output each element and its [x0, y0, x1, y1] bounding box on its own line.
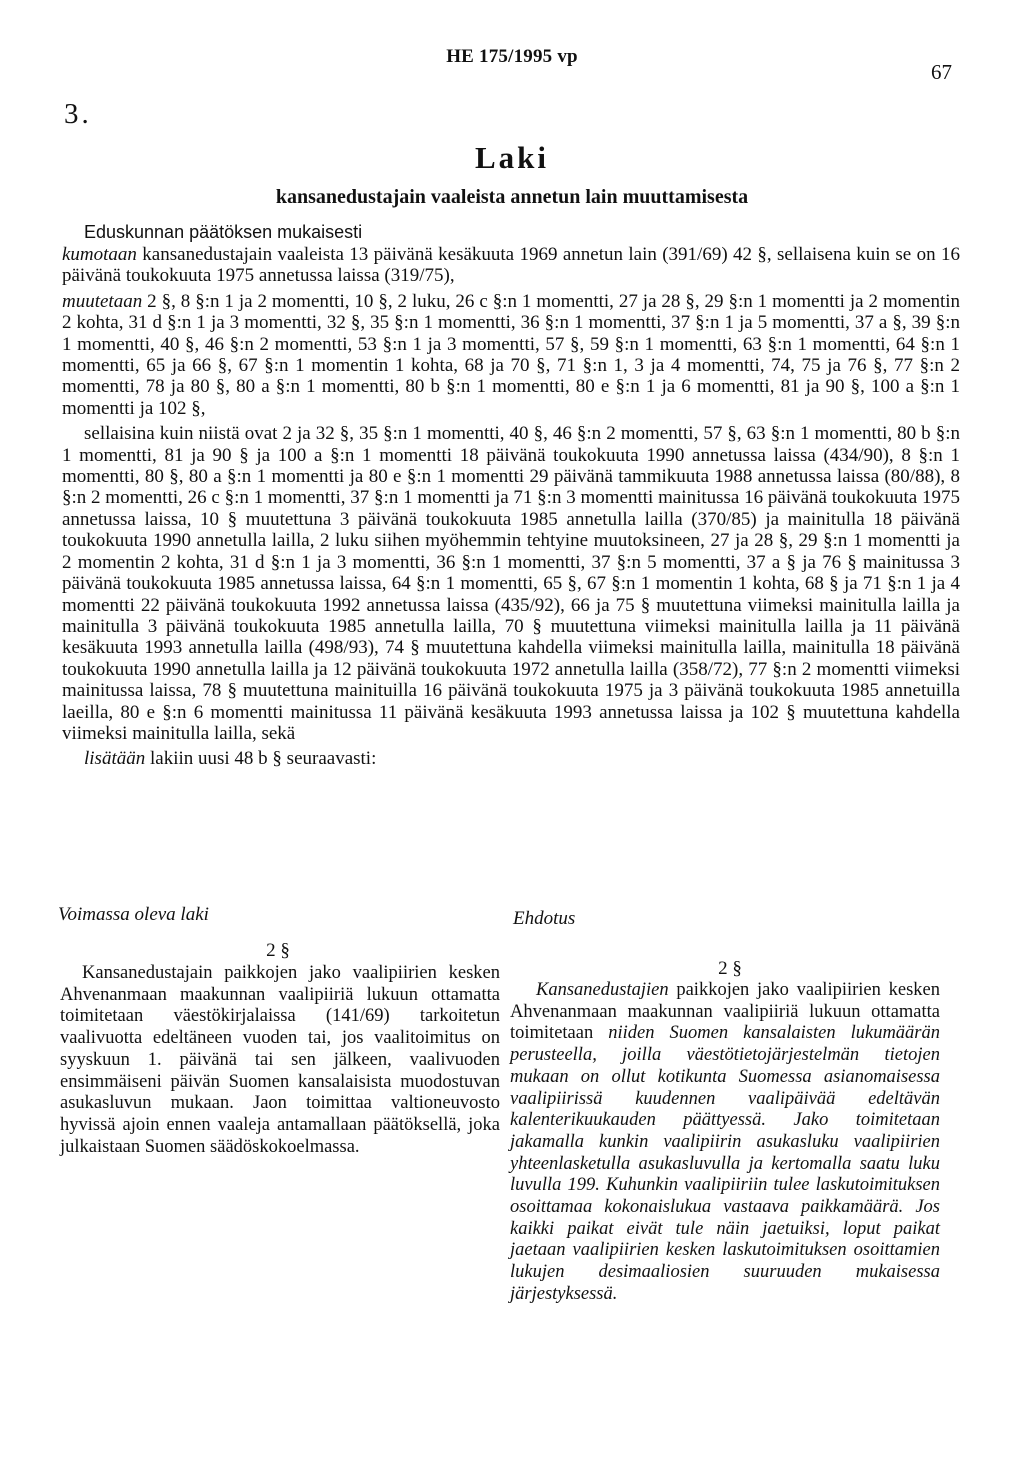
current-law-heading: Voimassa oleva laki: [58, 904, 209, 925]
repeal-text: kansanedustajain vaaleista 13 päivänä kesäkuuta 1969 annetun lain (391/69) 42 §, sellaisena kuin se on 16 päivänä toukokuuta 1975 annetussa laissa (319/75),: [62, 244, 960, 287]
section-number: 3.: [64, 98, 92, 130]
proposal-heading: Ehdotus: [513, 908, 576, 929]
enactment-clause: Eduskunnan päätöksen mukaisesti: [84, 222, 363, 242]
amendment-preamble: [62, 244, 960, 770]
proposal-text: [510, 980, 940, 1306]
current-law-section-number: 2 §: [266, 940, 290, 961]
proposal-text-part: niiden Suomen kansalaisten lukumäärän perusteella, joilla väestötietojärjestelmän tietojen mukaan on ollut kotikunta Suomessa asianomaisessa vaalipiirissä kuudennen vaalipäivää edeltävän kalenterikuukauden päättyessä. Jako toimitetaan jakamalla kunkin vaalipiirin asukasluku vaalipiirien yhteenlasketulla asukasluvulla ja kertomalla saatu luku luvulla 199. Kuhunkin vaalipiiriin tulee laskutoimituksen osoittamaa kokonaislukua vastaava paikkamäärä. Jos kaikki paikat eivät tule näin jaetuiksi, loput paikat jaetaan vaalipiirien kesken laskutoimituksen osoittamien lukujen desimaaliosien suuruuden mukaisessa järjestyksessä.: [510, 1023, 940, 1304]
current-law-text: Kansanedustajain paikkojen jako vaalipiirien kesken Ahvenanmaan maakunnan vaalipiiriä lukuun ottamatta toimitetaan väestökirjalaissa (141/69) tarkoitetun vaalivuotta edeltäneen vuoden tai, jos vaalitoimitus on syyskuun 1. päivänä tai sen jälkeen, vaalivuoden ensimmäiseni päivän Suomen kansalaisista muodostuvan asukasluvun mukaan. Jaon toimittaa valtioneuvosto hyvissä ajoin ennen vaaleja antamallaan päätöksellä, joka julkaistaan Suomen säädöskokoelmassa.: [60, 963, 500, 1157]
repeal-keyword: kumotaan: [62, 244, 137, 265]
repeal-paragraph: [62, 244, 960, 287]
proposal-text-part: Kansanedustajien: [536, 980, 669, 1000]
amend-keyword: muutetaan: [62, 290, 143, 312]
amend-paragraph: [62, 291, 960, 419]
proposal-text-part: paikkojen jako vaalipiirien kesken Ahvenanmaan maakunnan vaalipiiriä lukuun ottamatta toimitetaan: [510, 980, 940, 1044]
addition-paragraph: [62, 748, 960, 769]
amendment-history-paragraph: sellaisina kuin niistä ovat 2 ja 32 §, 35 §:n 1 momentti, 40 §, 46 §:n 2 momentti, 57 §, 63 §:n 1 momentti, 80 b §:n 1 momentti, 81 ja 90 § ja 100 a §:n 1 momentti 18 päivänä toukokuuta 1990 annetussa laissa (434/90), 8 §:n 1 momentti, 80 §, 80 a §:n 1 momentti ja 80 e §:n 1 momentti 29 päivänä tammikuuta 1988 annetussa laissa (80/88), 8 §:n 2 momentti, 26 c §:n 1 momentti, 37 §:n 1 momentti ja 71 §:n 3 momentti mainitussa 16 päivänä toukokuuta 1975 annetussa laissa, 10 § muutettuna 3 päivänä toukokuuta 1985 annetulla lailla (370/85) ja mainitulla 18 päivänä toukokuuta 1990 annetulla lailla, 2 luku siihen myöhemmin tehtyine muutoksineen, 27 ja 28 §, 29 §:n 1 momentti ja 2 momentin 2 kohta, 31 d §:n 1 ja 3 momentti, 36 §:n 1 momentti, 37 §:n 5 momentti, 37 a § ja 76 § mainitussa 3 päivänä toukokuuta 1985 annetussa laissa, 64 §:n 1 momentti, 65 §, 67 §:n 1 momentin 1 kohta, 68 § ja 71 §:n 1 ja 4 momentti 22 päivänä toukokuuta 1992 annetussa laissa (435/92), 66 ja 75 § muutettuna viimeksi mainitulla lailla ja mainitulla 3 päivänä toukokuuta 1985 annetulla lailla, 70 § muutettuna viimeksi mainitulla lailla ja 11 päivänä kesäkuuta 1993 annetulla lailla (498/93), 74 § muutettuna kahdella viimeksi mainitulla lailla, mainitulla 18 päivänä toukokuuta 1990 annetulla lailla ja 12 päivänä toukokuuta 1972 annetulla lailla (358/72), 77 §:n 2 momentti viimeksi mainitussa laissa, 78 § muutettuna mainituilla 16 päivänä toukokuuta 1975 ja 3 päivänä toukokuuta 1985 annetuilla laeilla, 80 e §:n 6 momentti mainitussa 11 päivänä kesäkuuta 1993 annetussa laissa ja 102 § muutettuna kahdella viimeksi mainitulla lailla, sekä: [62, 423, 960, 744]
law-subtitle: kansanedustajain vaaleista annetun lain muuttamisesta: [275, 186, 749, 208]
law-title: Laki: [474, 140, 550, 175]
document-reference: HE 175/1995 vp: [446, 46, 578, 67]
addition-keyword: lisätään: [84, 748, 146, 770]
amend-text: 2 §, 8 §:n 1 ja 2 momentti, 10 §, 2 luku, 26 c §:n 1 momentti, 27 ja 28 §, 29 §:n 1 momentti ja 2 momentin 2 kohta, 31 d §:n 1 ja 3 momentti, 32 §, 35 §:n 1 momentti, 36 §:n 1 momentti, 37 §:n 1 ja 5 momentti, 37 a §, 39 §:n 1 momentti, 40 §, 46 §:n 2 momentti, 53 §:n 1 ja 3 momentti, 57 §, 59 §:n 1 momentti, 63 §:n 1 momentti, 64 §:n 1 momentti, 65 ja 66 §, 67 §:n 1 momentin 1 kohta, 68 ja 70 §, 71 §:n 1, 3 ja 4 momentti, 74, 75 ja 76 §, 77 §:n 2 momentti, 78 ja 80 §, 80 a §:n 1 momentti, 80 b §:n 1 momentti, 80 e §:n 1 ja 6 momentti, 81 ja 90 §, 100 a §:n 1 momentti ja 102 §,: [62, 290, 960, 419]
proposal-section-number: 2 §: [718, 958, 742, 979]
page-number: 67: [931, 60, 952, 84]
addition-text: lakiin uusi 48 b § seuraavasti:: [145, 748, 377, 770]
